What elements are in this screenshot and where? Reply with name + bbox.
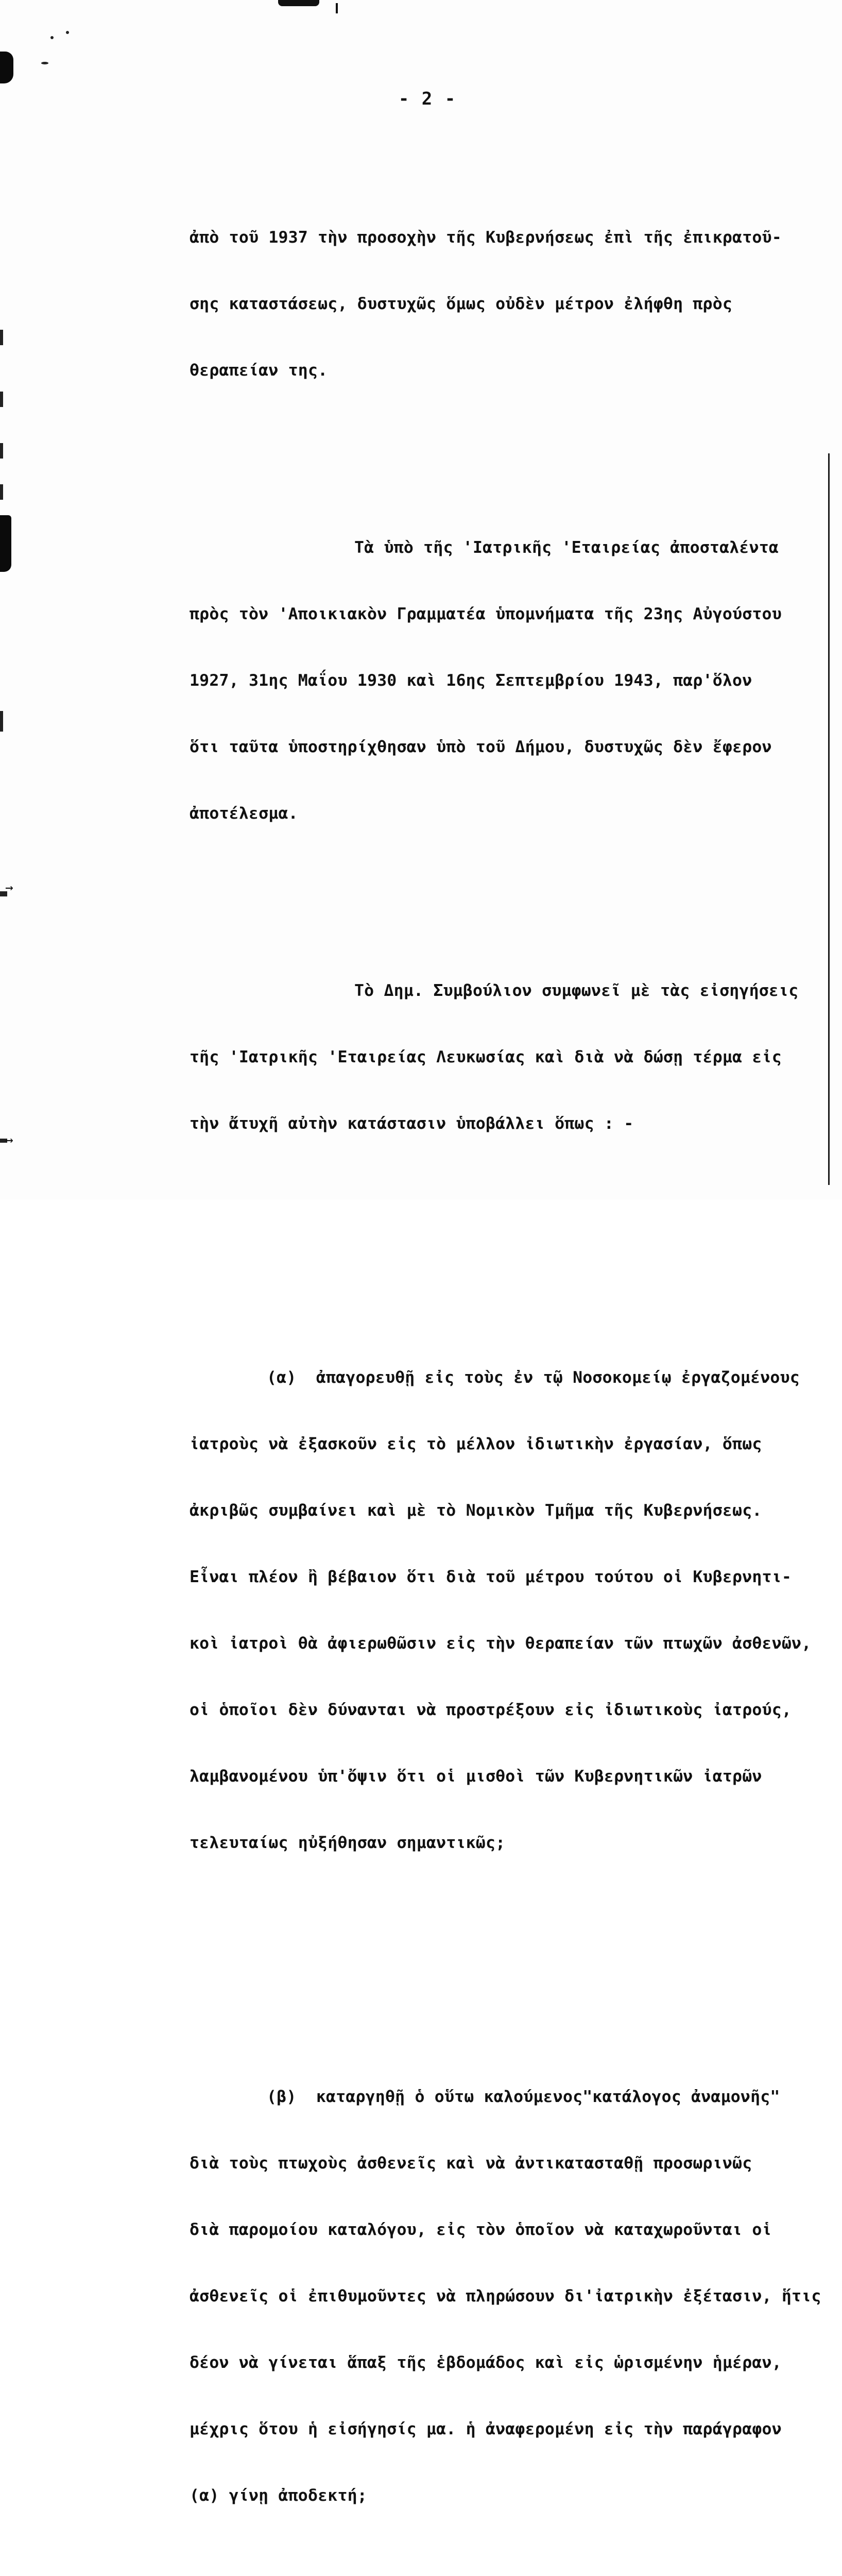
scan-dot — [41, 62, 48, 64]
text-line: τὴν ἄτυχῆ αὐτὴν κατάστασιν ὑποβάλλει ὅπως : - — [190, 1114, 634, 1133]
text-line: κοὶ ἰατροὶ θὰ ἀφιερωθῶσιν εἰς τὴν θεραπείαν τῶν πτωχῶν ἀσθενῶν, — [190, 1634, 812, 1653]
scan-tick — [0, 330, 3, 345]
text-line: οἱ ὁποῖοι δὲν δύνανται νὰ προστρέξουν εἰς ἰδιωτικοὺς ἰατρούς, — [190, 1701, 792, 1719]
scan-tick — [0, 443, 3, 459]
text-line: 1927, 31ης Μαΐου 1930 καὶ 16ης Σεπτεμβρίου 1943, παρ'ὅλον — [190, 671, 752, 690]
paragraph-memoranda — [190, 493, 823, 869]
scan-dot — [66, 31, 69, 34]
text-line: Εἶναι πλέον ἢ βέβαιον ὅτι διὰ τοῦ μέτρου τούτου οἱ Κυβερνητι- — [190, 1568, 792, 1586]
margin-arrow-icon: → — [5, 880, 13, 895]
text-line: (α) ἀπαγορευθῇ εἰς τοὺς ἐν τῷ Νοσοκομείῳ ἐργαζομένους — [267, 1368, 800, 1387]
item-b — [190, 2042, 823, 2551]
text-line: διὰ τοὺς πτωχοὺς ἀσθενεῖς καὶ νὰ ἀντικατασταθῇ προσωρινῶς — [190, 2154, 752, 2173]
text-line: τελευταίως ηὐξήθησαν σημαντικῶς; — [190, 1834, 506, 1852]
text-line: ὅτι ταῦτα ὑποστηρίχθησαν ὑπὸ τοῦ Δήμου, δυστυχῶς δὲν ἔφερον — [190, 738, 772, 756]
text-line: σης καταστάσεως, δυστυχῶς ὅμως οὐδὲν μέτρον ἐλήφθη πρὸς — [190, 295, 733, 313]
text-line: θεραπείαν της. — [190, 361, 328, 380]
spacer — [190, 1965, 823, 1975]
spacer — [190, 1246, 823, 1256]
text-line: ἀκριβῶς συμβαίνει καὶ μὲ τὸ Νομικὸν Τμῆμα τῆς Κυβερνήσεως. — [190, 1501, 762, 1520]
text-line: πρὸς τὸν 'Αποικιακὸν Γραμματέα ὑπομνήματα τῆς 23ης Αὐγούστου — [190, 605, 782, 623]
scan-dot — [50, 36, 54, 39]
scan-right-edge-line — [828, 453, 830, 1185]
text-line: (α) γίνῃ ἀποδεκτή; — [190, 2486, 367, 2505]
document-body — [190, 116, 823, 2576]
margin-arrow-icon: → — [5, 1132, 13, 1148]
scan-mark-top-tick — [336, 3, 338, 13]
text-line: ἀπὸ τοῦ 1937 τὴν προσοχὴν τῆς Κυβερνήσεως ἐπὶ τῆς ἐπικρατοῦ- — [190, 228, 782, 247]
item-a — [190, 1323, 823, 1899]
scan-blob-left-middle — [0, 515, 11, 572]
text-line: δέον νὰ γίνεται ἅπαξ τῆς ἑβδομάδος καὶ εἰς ὡρισμένην ἡμέραν, — [190, 2353, 782, 2372]
scan-mark-top — [278, 0, 319, 6]
text-line: Τὰ ὑπὸ τῆς 'Ιατρικῆς 'Εταιρείας ἀποσταλέντα — [354, 538, 779, 557]
text-line: τῆς 'Ιατρικῆς 'Εταιρείας Λευκωσίας καὶ διὰ νὰ δώσῃ τέρμα εἰς — [190, 1048, 782, 1066]
text-line: Τὸ Δημ. Συμβούλιον συμφωνεῖ μὲ τὰς εἰσηγήσεις — [354, 981, 799, 1000]
text-line: ἀποτέλεσμα. — [190, 804, 298, 823]
page-number: - 2 - — [398, 89, 457, 109]
text-line: ἰατροὺς νὰ ἐξασκοῦν εἰς τὸ μέλλον ἰδιωτικὴν ἐργασίαν, ὅπως — [190, 1435, 762, 1453]
text-line: διὰ παρομοίου καταλόγου, εἰς τὸν ὁποῖον νὰ καταχωροῦνται οἱ — [190, 2221, 772, 2239]
scan-tick — [0, 484, 3, 500]
paragraph-continuation — [190, 182, 823, 426]
paragraph-council — [190, 936, 823, 1179]
scan-blob-left-top — [0, 52, 13, 83]
text-line: λαμβανομένου ὑπ'ὄψιν ὅτι οἱ μισθοὶ τῶν Κυβερνητικῶν ἰατρῶν — [190, 1767, 762, 1786]
scan-tick — [0, 711, 3, 732]
text-line: (β) καταργηθῇ ὁ οὕτω καλούμενος"κατάλογος ἀναμονῆς" — [267, 2088, 780, 2106]
text-line: ἀσθενεῖς οἱ ἐπιθυμοῦντες νὰ πληρώσουν δι'ἰατρικὴν ἐξέτασιν, ἥτις — [190, 2287, 821, 2306]
scan-tick — [0, 392, 3, 407]
text-line: μέχρις ὅτου ἡ εἰσήγησίς μα. ἡ ἀναφερομένη εἰς τὴν παράγραφον — [190, 2420, 782, 2438]
